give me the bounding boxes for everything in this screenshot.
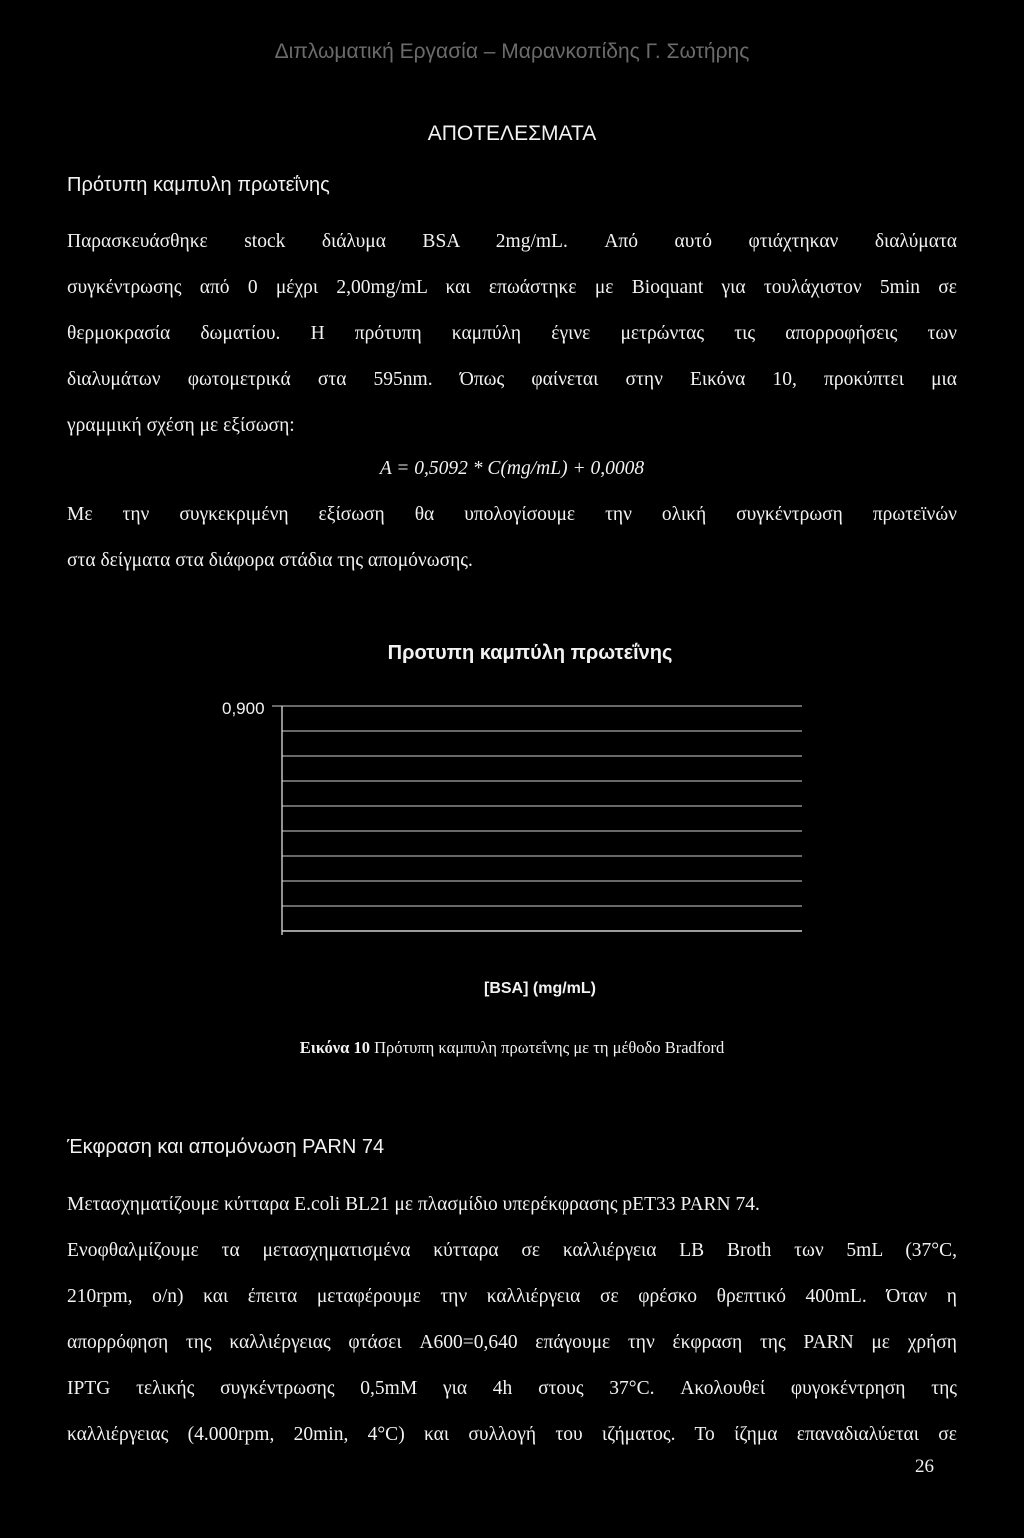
caption-label: Εικόνα 10 [299,1038,370,1057]
paragraph-1 [67,219,957,449]
subheading-standard-curve: Πρότυπη καμπυλη πρωτεΐνης [67,174,330,196]
page-number: 26 [915,1456,934,1477]
paragraph-3-line: Μετασχηματίζουμε κύτταρα E.coli BL21 με πλασμίδιο υπερέκφρασης pET33 PARN 74. [67,1194,760,1215]
caption-text: Πρότυπη καμπυλη πρωτεΐνης με τη μέθοδο Bradford [374,1038,725,1057]
paragraph-3 [67,1182,957,1458]
paragraph-3-line: καλλιέργειας (4.000rpm, 20min, 4°C) και συλλογή του ιζήματος. Το ίζημα επαναδιαλύεται σε [67,1424,957,1445]
equation: A = 0,5092 * C(mg/mL) + 0,0008 [379,458,645,479]
paragraph-3-line: IPTG τελικής συγκέντρωσης 0,5mM για 4h στους 37°C. Ακολουθεί φυγοκέντρηση της [67,1378,957,1399]
paragraph-3-line: 210rpm, o/n) και έπειτα μεταφέρουμε την καλλιέργεια σε φρέσκο θρεπτικό 400mL. Όταν η [67,1286,957,1307]
running-head: Διπλωματική Εργασία – Μαρανκοπίδης Γ. Σωτήρης [274,40,750,63]
subheading-expression: Έκφραση και απομόνωση PARN 74 [67,1136,385,1158]
paragraph-1-line: διαλυμάτων φωτομετρικά στα 595nm. Όπως φαίνεται στην Εικόνα 10, προκύπτει μια [67,369,957,390]
paragraph-1-line: γραμμική σχέση με εξίσωση: [67,415,295,436]
x-axis-label: [BSA] (mg/mL) [484,980,596,997]
chart-plot-area [272,695,812,940]
figure-caption [0,1038,1024,1058]
paragraph-2-line: Με την συγκεκριμένη εξίσωση θα υπολογίσουμε την ολική συγκέντρωση πρωτεϊνών [67,504,957,525]
paragraph-2 [67,492,957,584]
paragraph-1-line: Παρασκευάσθηκε stock διάλυμα BSA 2mg/mL. Από αυτό φτιάχτηκαν διαλύματα [67,231,957,252]
section-title: ΑΠΟΤΕΛΕΣΜΑΤΑ [427,122,597,145]
paragraph-1-line: θερμοκρασία δωματίου. Η πρότυπη καμπύλη έγινε μετρώντας τις απορροφήσεις των [67,323,957,344]
y-tick-label: 0,900 [222,699,265,718]
chart-title: Προτυπη καμπύλη πρωτεΐνης [387,642,673,664]
paragraph-3-line: απορρόφηση της καλλιέργειας φτάσει A600=0,640 επάγουμε την έκφραση της PARN με χρήση [67,1332,957,1353]
paragraph-2-line: στα δείγματα στα διάφορα στάδια της απομόνωσης. [67,550,473,571]
paragraph-3-line: Ενοφθαλμίζουμε τα μετασχηματισμένα κύτταρα σε καλλιέργεια LB Broth των 5mL (37°C, [67,1240,957,1261]
paragraph-1-line: συγκέντρωσης από 0 μέχρι 2,00mg/mL και επωάστηκε με Bioquant για τουλάχιστον 5min σε [67,277,957,298]
